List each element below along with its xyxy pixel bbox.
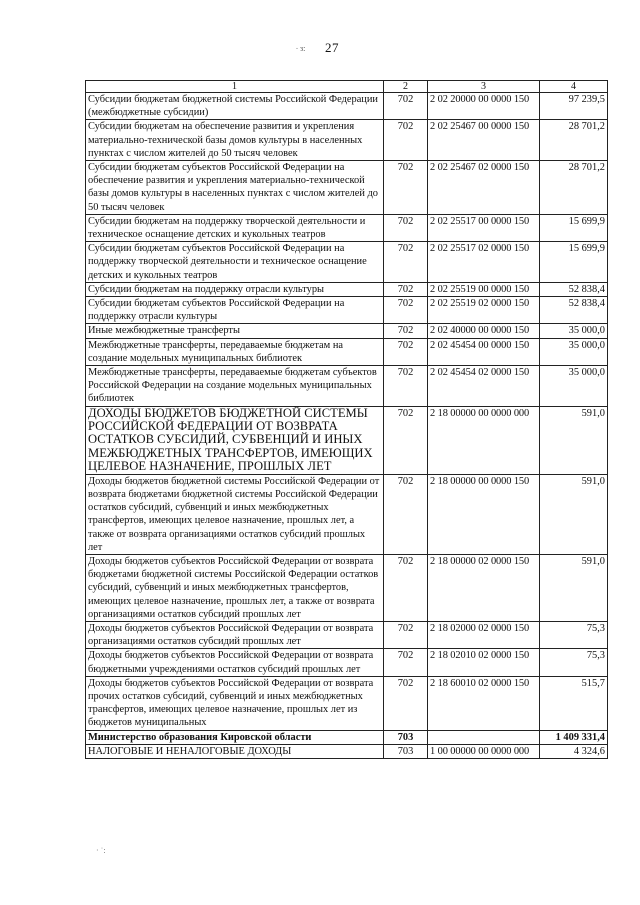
- row-code-cell: 2 02 25467 00 0000 150: [428, 120, 540, 161]
- row-code-cell: 2 18 00000 02 0000 150: [428, 554, 540, 621]
- row-chapter-cell: 702: [384, 93, 428, 120]
- row-chapter-cell: 702: [384, 621, 428, 648]
- row-code-cell: 2 18 00000 00 0000 000: [428, 406, 540, 474]
- row-code-cell: 2 18 02000 02 0000 150: [428, 621, 540, 648]
- scan-marks-bottom: · ˙:: [96, 846, 106, 855]
- table-row: [86, 161, 608, 215]
- row-code-cell: 2 02 25467 02 0000 150: [428, 161, 540, 215]
- row-name-cell: Субсидии бюджетам субъектов Российской Федерации на поддержку творческой деятельности и техническое оснащение детских и кукольных театров: [86, 242, 384, 283]
- row-code-cell: 2 02 45454 00 0000 150: [428, 338, 540, 365]
- row-name-cell: Субсидии бюджетам на поддержку отрасли культуры: [86, 282, 384, 296]
- table-row: [86, 621, 608, 648]
- column-number-row: [86, 81, 608, 93]
- row-code-cell: 2 02 45454 02 0000 150: [428, 366, 540, 407]
- row-name-cell: Доходы бюджетов субъектов Российской Федерации от возврата прочих остатков субсидий, субвенций и иных межбюджетных трансфертов, имеющих целевое назначение, прошлых лет из бюджетов муниципальных: [86, 676, 384, 730]
- table-row: [86, 93, 608, 120]
- page-number-line: [0, 40, 640, 56]
- row-amount-cell: 591,0: [540, 554, 608, 621]
- column-header-3: 3: [428, 81, 540, 93]
- table-body: [86, 93, 608, 759]
- row-name-cell: Субсидии бюджетам на обеспечение развития и укрепления материально-технической базы домов культуры в населенных пунктах с числом жителей до 50 тысяч человек: [86, 120, 384, 161]
- row-code-cell: 1 00 00000 00 0000 000: [428, 744, 540, 758]
- row-name-cell: Субсидии бюджетам на поддержку творческой деятельности и техническое оснащение детских и кукольных театров: [86, 214, 384, 241]
- row-name-cell: Доходы бюджетов субъектов Российской Федерации от возврата бюджетными учреждениями остатков субсидий прошлых лет: [86, 649, 384, 676]
- table-row: [86, 282, 608, 296]
- row-code-cell: 2 18 02010 02 0000 150: [428, 649, 540, 676]
- table-row: [86, 366, 608, 407]
- row-amount-cell: 515,7: [540, 676, 608, 730]
- table-row: [86, 120, 608, 161]
- row-chapter-cell: 702: [384, 161, 428, 215]
- row-chapter-cell: 702: [384, 338, 428, 365]
- row-code-cell: 2 02 40000 00 0000 150: [428, 324, 540, 338]
- row-amount-cell: 35 000,0: [540, 338, 608, 365]
- table-row: [86, 649, 608, 676]
- row-name-cell: Субсидии бюджетам субъектов Российской Федерации на обеспечение развития и укрепления материально-технической базы домов культуры в населенных пунктах с числом жителей до 50 тысяч человек: [86, 161, 384, 215]
- table-row: [86, 338, 608, 365]
- row-chapter-cell: 702: [384, 214, 428, 241]
- row-amount-cell: 15 699,9: [540, 242, 608, 283]
- row-name-cell: Министерство образования Кировской области: [86, 730, 384, 744]
- row-name-cell: Субсидии бюджетам субъектов Российской Федерации на поддержку отрасли культуры: [86, 297, 384, 324]
- revenue-table: [85, 80, 608, 759]
- row-amount-cell: 97 239,5: [540, 93, 608, 120]
- row-chapter-cell: 702: [384, 554, 428, 621]
- row-code-cell: 2 02 20000 00 0000 150: [428, 93, 540, 120]
- row-chapter-cell: 702: [384, 406, 428, 474]
- row-chapter-cell: 702: [384, 297, 428, 324]
- row-name-cell: Субсидии бюджетам бюджетной системы Российской Федерации (межбюджетные субсидии): [86, 93, 384, 120]
- row-code-cell: 2 18 60010 02 0000 150: [428, 676, 540, 730]
- row-name-cell: Иные межбюджетные трансферты: [86, 324, 384, 338]
- row-name-cell: Доходы бюджетов бюджетной системы Российской Федерации от возврата бюджетами бюджетной системы Российской Федерации остатков субсидий, субвенций и иных межбюджетных трансфертов, имеющих целевое назначение, прошлых лет, а также от возврата организациями остатков субсидий прошлых лет: [86, 474, 384, 554]
- row-name-cell: Межбюджетные трансферты, передаваемые бюджетам на создание модельных муниципальных библиотек: [86, 338, 384, 365]
- row-amount-cell: 75,3: [540, 649, 608, 676]
- row-name-cell: ДОХОДЫ БЮДЖЕТОВ БЮДЖЕТНОЙ СИСТЕМЫ РОССИЙСКОЙ ФЕДЕРАЦИИ ОТ ВОЗВРАТА ОСТАТКОВ СУБСИДИЙ, СУБВЕНЦИЙ И ИНЫХ МЕЖБЮДЖЕТНЫХ ТРАНСФЕРТОВ, ИМЕЮЩИХ ЦЕЛЕВОЕ НАЗНАЧЕНИЕ, ПРОШЛЫХ ЛЕТ: [86, 406, 384, 474]
- row-name-cell: НАЛОГОВЫЕ И НЕНАЛОГОВЫЕ ДОХОДЫ: [86, 744, 384, 758]
- row-chapter-cell: 702: [384, 676, 428, 730]
- row-chapter-cell: 703: [384, 730, 428, 744]
- table-row: [86, 406, 608, 474]
- table-row: [86, 554, 608, 621]
- row-name-cell: Доходы бюджетов субъектов Российской Федерации от возврата бюджетами бюджетной системы Российской Федерации остатков субсидий, субвенций и иных межбюджетных трансфертов, имеющих целевое назначение, прошлых лет, а также от возврата организациями остатков субсидий прошлых лет: [86, 554, 384, 621]
- row-code-cell: 2 18 00000 00 0000 150: [428, 474, 540, 554]
- row-chapter-cell: 702: [384, 324, 428, 338]
- row-chapter-cell: 702: [384, 242, 428, 283]
- column-header-4: 4: [540, 81, 608, 93]
- row-code-cell: 2 02 25519 02 0000 150: [428, 297, 540, 324]
- column-header-1: 1: [86, 81, 384, 93]
- row-amount-cell: 52 838,4: [540, 282, 608, 296]
- table-row: [86, 297, 608, 324]
- row-amount-cell: 28 701,2: [540, 120, 608, 161]
- row-code-cell: 2 02 25519 00 0000 150: [428, 282, 540, 296]
- row-code-cell: 2 02 25517 02 0000 150: [428, 242, 540, 283]
- table-row: [86, 676, 608, 730]
- row-chapter-cell: 702: [384, 649, 428, 676]
- row-chapter-cell: 703: [384, 744, 428, 758]
- row-chapter-cell: 702: [384, 366, 428, 407]
- scan-marks: ∙ з:: [296, 44, 306, 53]
- row-chapter-cell: 702: [384, 474, 428, 554]
- table-row: [86, 730, 608, 744]
- row-amount-cell: 35 000,0: [540, 324, 608, 338]
- row-name-cell: Доходы бюджетов субъектов Российской Федерации от возврата организациями остатков субсидий прошлых лет: [86, 621, 384, 648]
- page-number: 27: [325, 40, 339, 55]
- row-amount-cell: 1 409 331,4: [540, 730, 608, 744]
- row-chapter-cell: 702: [384, 282, 428, 296]
- row-amount-cell: 4 324,6: [540, 744, 608, 758]
- table-row: [86, 744, 608, 758]
- column-header-2: 2: [384, 81, 428, 93]
- table-row: [86, 214, 608, 241]
- row-amount-cell: 28 701,2: [540, 161, 608, 215]
- row-amount-cell: 591,0: [540, 474, 608, 554]
- table-row: [86, 324, 608, 338]
- row-amount-cell: 15 699,9: [540, 214, 608, 241]
- table-row: [86, 242, 608, 283]
- row-code-cell: [428, 730, 540, 744]
- row-code-cell: 2 02 25517 00 0000 150: [428, 214, 540, 241]
- row-amount-cell: 591,0: [540, 406, 608, 474]
- row-amount-cell: 35 000,0: [540, 366, 608, 407]
- row-name-cell: Межбюджетные трансферты, передаваемые бюджетам субъектов Российской Федерации на создание модельных муниципальных библиотек: [86, 366, 384, 407]
- row-amount-cell: 52 838,4: [540, 297, 608, 324]
- row-amount-cell: 75,3: [540, 621, 608, 648]
- table-row: [86, 474, 608, 554]
- row-chapter-cell: 702: [384, 120, 428, 161]
